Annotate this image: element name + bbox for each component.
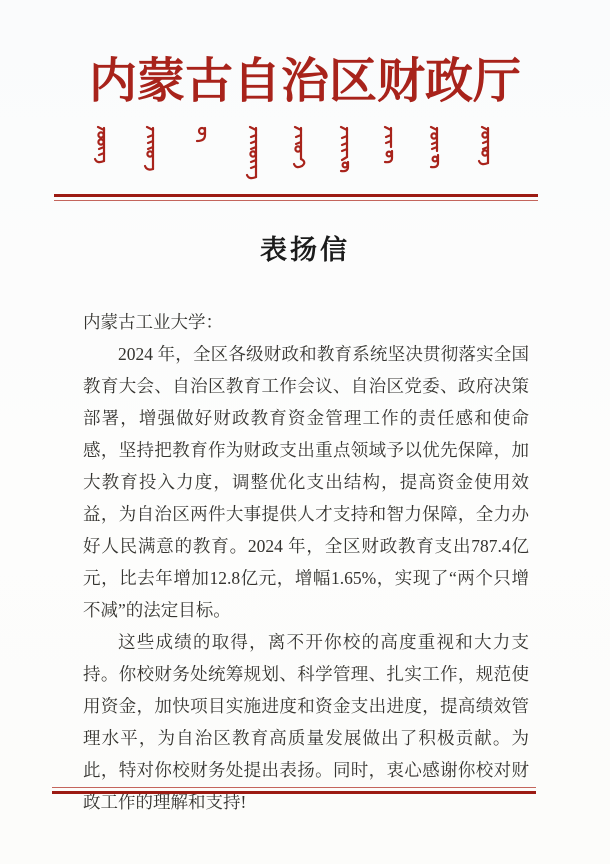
paragraph-commendation: 这些成绩的取得，离不开你校的高度重视和大力支持。你校财务处统筹规划、科学管理、扎实工作，规范使用资金，加快项目实施进度和资金支出进度，提高绩效管理水平，为自治区教育高质量发展做出了积极贡献。为此，特对你校财务处提出表扬。同时，衷心感谢你校对财政工作的理解和支持! (83, 632, 529, 812)
letter-body (83, 306, 529, 818)
footer-divider (52, 787, 536, 794)
letterhead-divider (54, 194, 538, 201)
mongolian-script-icon (90, 125, 520, 187)
letterhead-mongolian-script (90, 125, 520, 187)
salutation: 内蒙古工业大学： (83, 312, 223, 332)
letter-title: 表扬信 (260, 235, 350, 265)
letterhead-org-name: 内蒙古自治区财政厅 (88, 55, 521, 108)
paragraph-achievements: 2024 年，全区各级财政和教育系统坚决贯彻落实全国教育大会、自治区教育工作会议、自治区党委、政府决策部署，增强做好财政教育资金管理工作的责任感和使命感，坚持把教育作为财政支出重点领域予以优先保障，加大教育投入力度，调整优化支出结构，提高资金使用效益，为自治区两件大事提供人才支持和智力保障，全力办好人民满意的教育。2024 年，全区财政教育支出787.4亿元，比去年增加12.8亿元，增幅1.65%，实现了“两个只增不减”的法定目标。 (83, 344, 529, 620)
